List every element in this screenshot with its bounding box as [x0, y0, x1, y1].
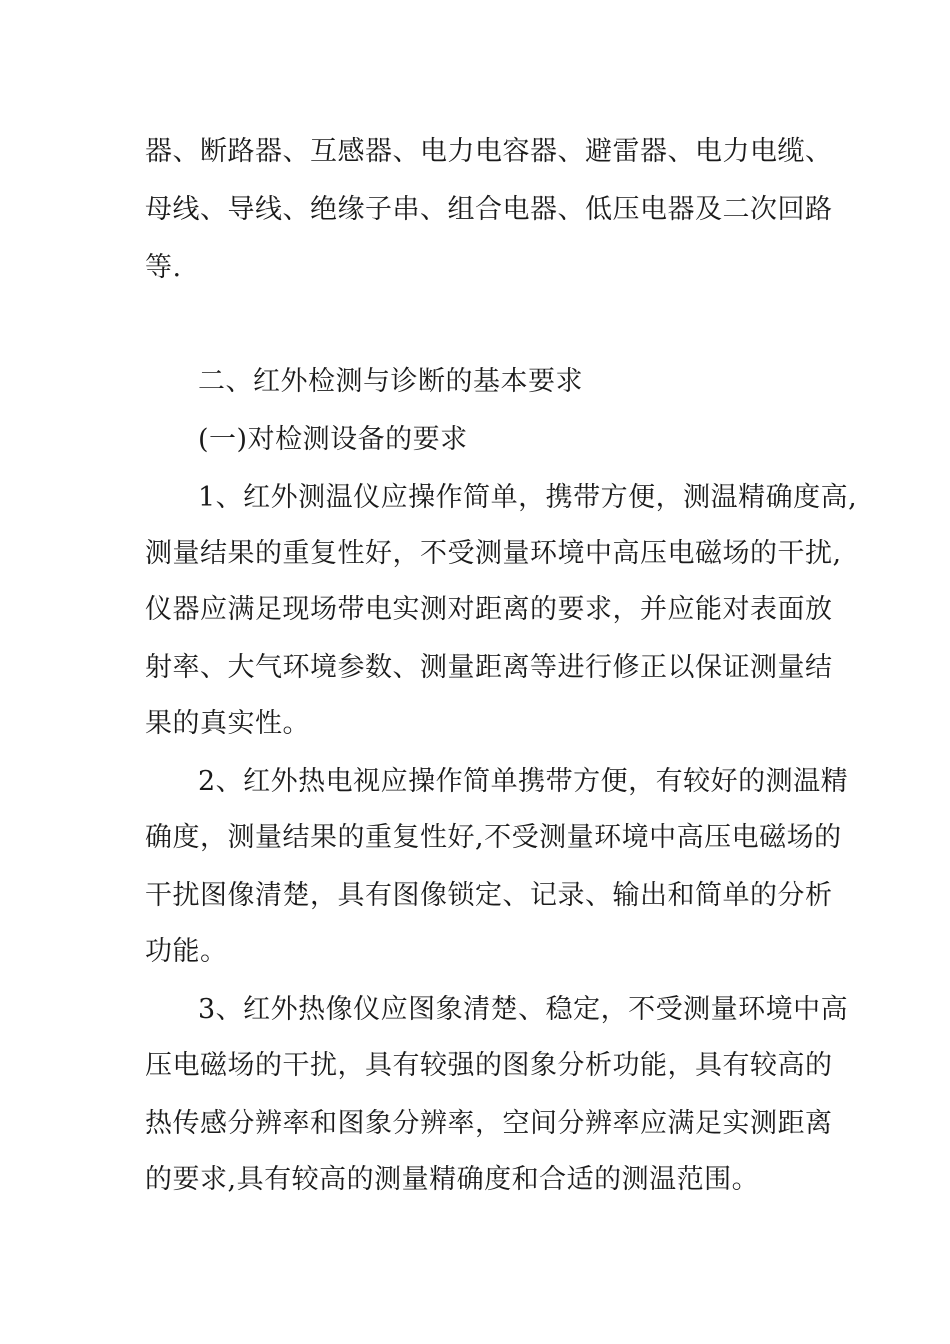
- item-2-line-3: 干扰图像清楚，具有图像锁定、记录、输出和简单的分析: [145, 880, 833, 911]
- subsection-heading: (一)对检测设备的要求: [198, 424, 468, 455]
- continuation-line-1: 器、断路器、互感器、电力电容器、避雷器、电力电缆、: [145, 136, 833, 167]
- item-1-line-3: 仪器应满足现场带电实测对距离的要求，并应能对表面放: [145, 594, 833, 625]
- item-3-line-2: 压电磁场的干扰，具有较强的图象分析功能，具有较高的: [145, 1050, 833, 1081]
- item-3-line-1: 3、红外热像仪应图象清楚、稳定，不受测量环境中高: [198, 994, 849, 1025]
- item-2-line-1: 2、红外热电视应操作简单携带方便，有较好的测温精: [198, 766, 849, 797]
- section-heading: 二、红外检测与诊断的基本要求: [198, 366, 583, 397]
- item-1-line-2: 测量结果的重复性好，不受测量环境中高压电磁场的干扰,: [145, 538, 842, 569]
- continuation-line-3: 等.: [145, 252, 182, 283]
- item-1-line-1: 1、红外测温仪应操作简单，携带方便，测温精确度高,: [198, 482, 858, 513]
- continuation-line-2: 母线、导线、绝缘子串、组合电器、低压电器及二次回路: [145, 194, 833, 225]
- item-1-line-4: 射率、大气环境参数、测量距离等进行修正以保证测量结: [145, 652, 833, 683]
- item-3-line-4: 的要求,具有较高的测量精确度和合适的测温范围。: [145, 1164, 760, 1195]
- item-3-line-3: 热传感分辨率和图象分辨率，空间分辨率应满足实测距离: [145, 1108, 833, 1139]
- item-2-line-2: 确度，测量结果的重复性好,不受测量环境中高压电磁场的: [145, 822, 842, 853]
- item-1-line-5: 果的真实性。: [145, 708, 310, 739]
- item-2-line-4: 功能。: [145, 936, 228, 967]
